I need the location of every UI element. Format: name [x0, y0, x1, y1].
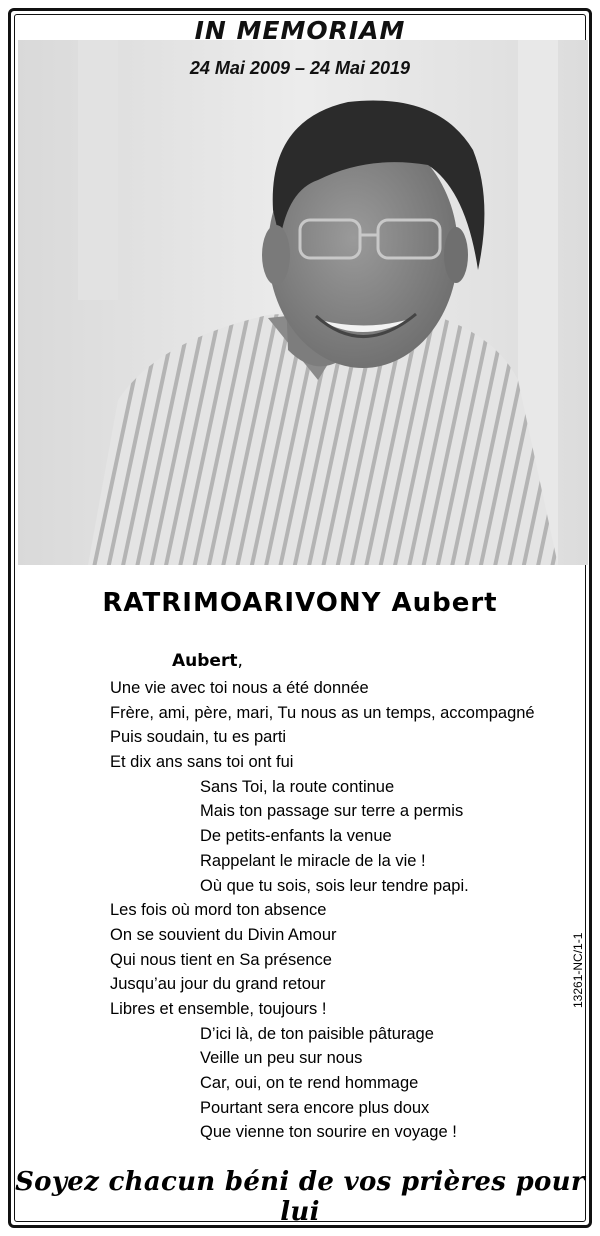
poem-line: Jusqu’au jour du grand retour	[110, 975, 326, 994]
blessing-footer: Soyez chacun béni de vos prières pour lui	[15, 1167, 585, 1227]
reference-code: 13261-NC/1-1	[571, 932, 585, 1008]
poem-line: D’ici là, de ton paisible pâturage	[200, 1024, 434, 1043]
poem-line: Rappelant le miracle de la vie !	[200, 851, 426, 870]
poem-line: Que vienne ton sourire en voyage !	[200, 1123, 457, 1142]
poem-line: Puis soudain, tu es parti	[110, 728, 287, 747]
poem-line: Où que tu sois, sois leur tendre papi.	[200, 876, 469, 895]
poem-line: Frère, ami, père, mari, Tu nous as un temps, accompagné	[110, 703, 535, 722]
poem-line: Veille un peu sur nous	[200, 1049, 363, 1068]
poem-salutation	[172, 651, 243, 671]
salutation-punct: ,	[237, 651, 243, 671]
poem-line: Mais ton passage sur terre a permis	[200, 802, 464, 821]
poem-line: Sans Toi, la route continue	[200, 777, 395, 796]
poem-line: De petits-enfants la venue	[200, 827, 392, 846]
portrait-photo	[18, 40, 588, 565]
poem-line: Qui nous tient en Sa présence	[110, 950, 332, 969]
poem	[110, 676, 560, 1145]
poem-line: Libres et ensemble, toujours !	[110, 999, 327, 1018]
poem-line: On se souvient du Divin Amour	[110, 925, 337, 944]
poem-line: Une vie avec toi nous a été donnée	[110, 679, 369, 697]
memoriam-title: IN MEMORIAM	[194, 16, 406, 45]
poem-line: Les fois où mord ton absence	[110, 901, 327, 920]
deceased-name: RATRIMOARIVONY Aubert	[102, 588, 498, 618]
poem-line: Et dix ans sans toi ont fui	[110, 753, 294, 772]
poem-line: Pourtant sera encore plus doux	[200, 1098, 430, 1117]
poem-line: Car, oui, on te rend hommage	[200, 1074, 419, 1092]
memoriam-dates: 24 Mai 2009 – 24 Mai 2019	[189, 58, 411, 78]
portrait-photo-icon	[18, 40, 588, 565]
salutation-name: Aubert	[172, 651, 238, 671]
